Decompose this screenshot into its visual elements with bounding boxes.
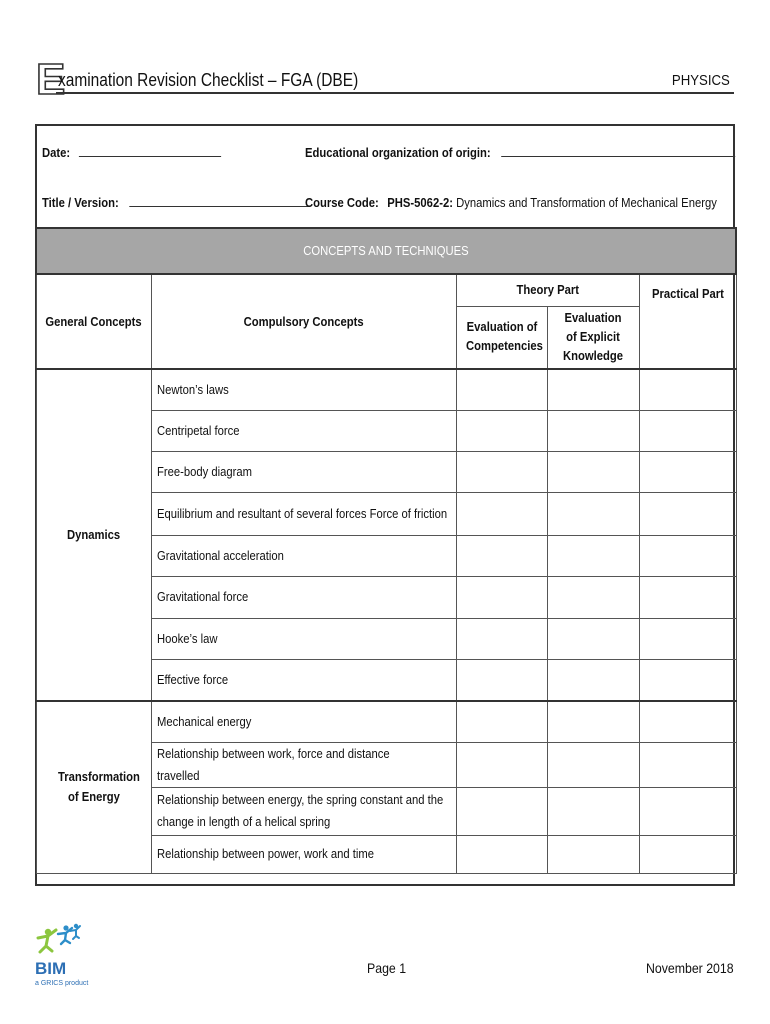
footer-date: November 2018 [646,960,734,976]
date-field[interactable] [79,155,221,157]
check-practical-cell[interactable] [639,659,736,701]
title-version-label: Title / Version: [42,196,119,210]
check-competencies-cell[interactable] [456,535,547,576]
header-theory-part: Theory Part [456,274,639,306]
check-competencies-cell[interactable] [456,492,547,535]
check-competencies-cell[interactable] [456,835,547,873]
compulsory-concept-cell: Effective force [151,659,456,701]
check-knowledge-cell[interactable] [547,659,639,701]
compulsory-concept-cell: Mechanical energy [151,701,456,742]
check-competencies-cell[interactable] [456,787,547,835]
date-label: Date: [42,146,71,160]
org-label: Educational organization of origin: [305,146,491,160]
check-knowledge-cell[interactable] [547,576,639,618]
check-competencies-cell[interactable] [456,742,547,787]
check-practical-cell[interactable] [639,369,736,410]
header-compulsory-concepts: Compulsory Concepts [151,274,456,369]
compulsory-concept-cell: Gravitational acceleration [151,535,456,576]
header-eval-competencies: Evaluation of Competencies [456,306,547,369]
compulsory-concept-cell: Equilibrium and resultant of several forces Force of friction [151,492,456,535]
compulsory-concept-cell: Gravitational force [151,576,456,618]
table-row [36,701,736,742]
title-version-row [42,196,309,210]
check-competencies-cell[interactable] [456,451,547,492]
logo-sub: a GRICS product [35,980,89,987]
document-title: xamination Revision Checklist – FGA (DBE) [58,70,359,90]
course-code: PHS-5062-2: [387,196,453,210]
org-row [305,146,735,160]
check-competencies-cell[interactable] [456,618,547,659]
title-rule [56,92,734,94]
header-general-concepts: General Concepts [36,274,151,369]
check-competencies-cell[interactable] [456,659,547,701]
check-practical-cell[interactable] [639,787,736,835]
course-name: Dynamics and Transformation of Mechanical Energy [456,196,717,210]
table-row [36,369,736,410]
check-knowledge-cell[interactable] [547,535,639,576]
checklist-table [35,227,737,874]
compulsory-concept-cell: Relationship between energy, the spring constant and the change in length of a helical spring [151,787,456,835]
check-knowledge-cell[interactable] [547,835,639,873]
check-knowledge-cell[interactable] [547,701,639,742]
course-label: Course Code: [305,196,379,210]
check-practical-cell[interactable] [639,576,736,618]
check-practical-cell[interactable] [639,451,736,492]
title-version-field[interactable] [129,205,309,207]
compulsory-concept-cell: Hooke’s law [151,618,456,659]
title-initial: E [36,55,66,104]
date-row [42,146,221,160]
check-knowledge-cell[interactable] [547,492,639,535]
check-knowledge-cell[interactable] [547,787,639,835]
check-practical-cell[interactable] [639,701,736,742]
check-competencies-cell[interactable] [456,701,547,742]
check-competencies-cell[interactable] [456,576,547,618]
check-knowledge-cell[interactable] [547,742,639,787]
logo-text: BIM [35,959,67,978]
bim-logo [34,922,94,988]
check-practical-cell[interactable] [639,742,736,787]
course-row [305,196,717,210]
header-eval-knowledge: Evaluation of Explicit Knowledge [547,306,639,369]
check-practical-cell[interactable] [639,835,736,873]
document-header [36,55,734,104]
compulsory-concept-cell: Newton’s laws [151,369,456,410]
compulsory-concept-cell: Relationship between power, work and time [151,835,456,873]
section-band: CONCEPTS AND TECHNIQUES [36,228,736,274]
check-knowledge-cell[interactable] [547,451,639,492]
check-knowledge-cell[interactable] [547,410,639,451]
subject-label: PHYSICS [672,72,730,89]
check-knowledge-cell[interactable] [547,369,639,410]
check-competencies-cell[interactable] [456,369,547,410]
general-concept-cell: Dynamics [36,369,151,701]
header-practical-part: Practical Part [639,274,736,369]
compulsory-concept-cell: Relationship between work, force and distance travelled [151,742,456,787]
check-practical-cell[interactable] [639,535,736,576]
general-concept-cell: Transformation of Energy [36,701,151,873]
page-number: Page 1 [367,960,407,976]
check-competencies-cell[interactable] [456,410,547,451]
org-field[interactable] [501,155,735,157]
check-practical-cell[interactable] [639,618,736,659]
check-practical-cell[interactable] [639,492,736,535]
check-knowledge-cell[interactable] [547,618,639,659]
compulsory-concept-cell: Centripetal force [151,410,456,451]
check-practical-cell[interactable] [639,410,736,451]
compulsory-concept-cell: Free-body diagram [151,451,456,492]
